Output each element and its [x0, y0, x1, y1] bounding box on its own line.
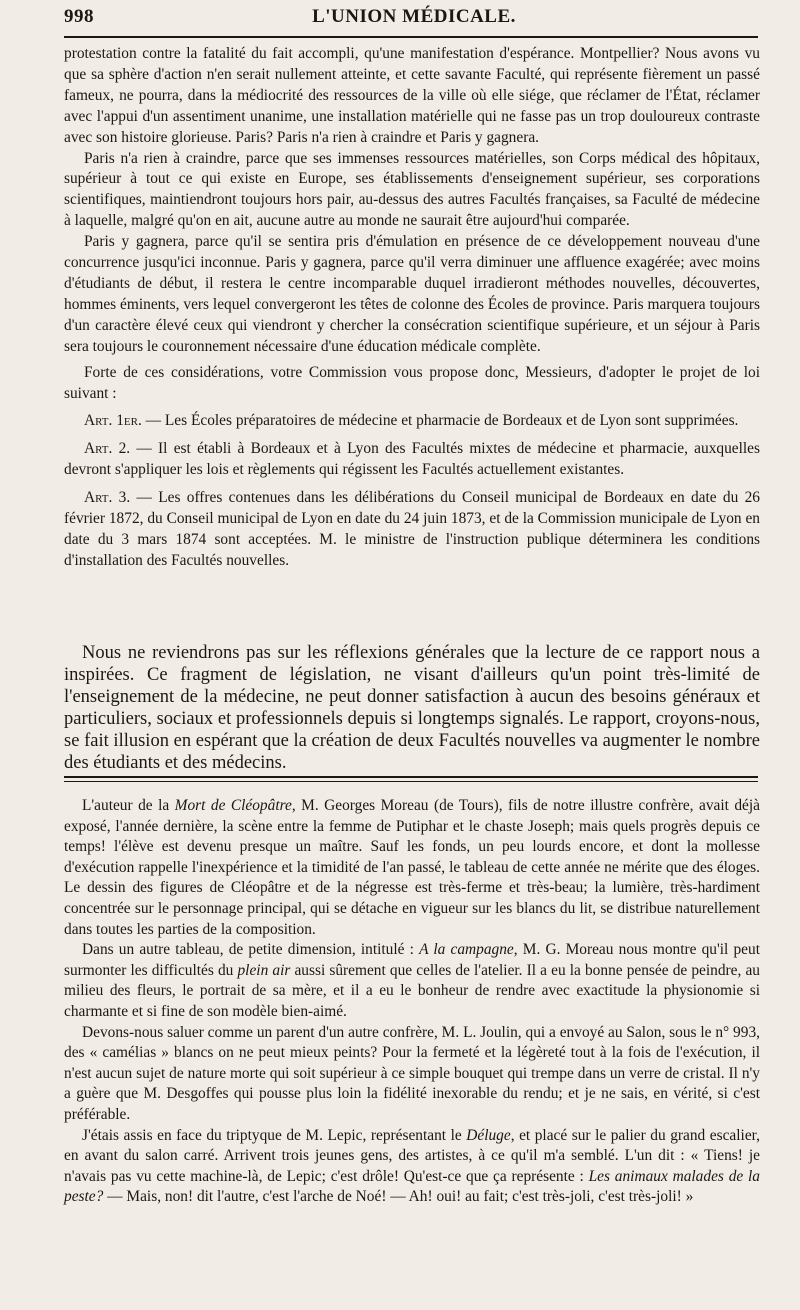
article-2: [64, 439, 760, 481]
artwork-title: A la campagne: [419, 941, 514, 959]
report-paragraph: protestation contre la fatalité du fait accompli, qu'une manifestation d'espérance. Montpellier? Nous avons vu que sa sphère d'action n'en serait nullement atteinte, et cette savante Faculté, qui représente fièrement un passé fameux, ne pourra, dans la médiocrité des ressources de la ville où elle siége, que réclamer de l'État, réclamer avec l'appui d'un assentiment unanime, une installation matérielle qui ne fasse pas un trop douloureux contraste avec son histoire glorieuse. Paris? Paris n'a rien à craindre et Paris y gagnera.: [64, 45, 760, 146]
report-paragraph: Paris n'a rien à craindre, parce que ses immenses ressources matérielles, son Corps médical des hôpitaux, supérieur à tout ce qui existe en Europe, ses établissements d'enseignement supérieur, ses corporations scientifiques, maintiendront toujours hors pair, au-dessus des autres Facultés françaises, sa Faculté de médecine à laquelle, malgré qu'on en ait, aucune autre au monde ne saurait être aujourd'hui comparée.: [64, 149, 760, 230]
article-text: — Il est établi à Bordeaux et à Lyon des Facultés mixtes de médecine et pharmacie, auxquelles devront s'appliquer les lois et règlements qui régissent les Facultés actuellement existantes.: [64, 440, 760, 479]
text-run: J'étais assis en face du triptyque de M. Lepic, représentant le: [82, 1126, 467, 1144]
text-run: L'auteur de la: [82, 797, 175, 814]
text-run: aussi sûrement que celles de l'atelier. Il a eu la bonne pensée de peindre, au milieu des fleurs, le portrait de sa mère, et il a eu le bonheur de rendre avec exactitude la physionomie si charmante et si fine de son modèle bien-aimé.: [64, 961, 760, 1020]
artwork-title: Mort de Cléopâtre: [174, 797, 292, 814]
report-section: [64, 44, 760, 572]
article-1: [64, 411, 760, 432]
text-run: — Mais, non! dit l'autre, c'est l'arche de Noé! — Ah! oui! au fait; c'est très-joli, c'est très-joli! »: [103, 1188, 694, 1206]
commentary-paragraph: Nous ne reviendrons pas sur les réflexions générales que la lecture de ce rapport nous a inspirées. Ce fragment de législation, ne visant d'ailleurs qu'un point très-limité de l'enseignement de la médecine, ne peut donner satisfaction à aucun des besoins généraux et particuliers, sociaux et professionnels depuis si longtemps signalés. Le rapport, croyons-nous, se fait illusion en espérant que la création de deux Facultés nouvelles va augmenter le nombre des étudiants et des médecins.: [64, 643, 760, 773]
article-text: — Les Écoles préparatoires de médecine et pharmacie de Bordeaux et de Lyon sont supprimées.: [141, 412, 739, 430]
report-paragraph: Forte de ces considérations, votre Commission vous propose donc, Messieurs, d'adopter le projet de loi suivant :: [64, 363, 760, 402]
quoted-title: Les animaux malades de la peste?: [64, 1167, 760, 1206]
article-label: Art. 1er.: [84, 412, 142, 430]
article-text: — Les offres contenues dans les délibérations du Conseil municipal de Bordeaux en date du 26 février 1872, du Conseil municipal de Lyon en date du 24 juin 1873, et de la Commission municipale de Lyon en date du 3 mars 1874 sont acceptées. M. le ministre de l'instruction publique déterminera les conditions d'installation des Facultés nouvelles.: [64, 489, 760, 569]
text-run: , M. Georges Moreau (de Tours), fils de notre illustre confrère, avait déjà exposé, l'année dernière, la scène entre la femme de Putiphar et le chaste Joseph; mais quels progrès depuis ce temps! l'élève est devenu presque un maître. Sauf les fonds, un peu lourds encore, et dont la mollesse d'exécution rappelle l'inexpérience et la timidité de l'an passé, le tableau de cette année ne mérite que des éloges. Le dessin des figures de Cléopâtre et de la négresse est très-ferme et très-beau; la lumière, très-hardiment concentrée sur le personnage principal, qui se détache en vigueur sur les blancs du lit, se distribue naturellement dans toutes les parties de la composition.: [64, 797, 760, 938]
section-rule-bottom: [64, 781, 758, 782]
article-label: Art. 2.: [84, 440, 131, 458]
artwork-title: Déluge: [466, 1126, 511, 1144]
running-title: L'UNION MÉDICALE.: [312, 6, 516, 27]
report-paragraph: Paris y gagnera, parce qu'il se sentira pris d'émulation en présence de ce développement nouveau d'une concurrence jusqu'ici inconnue. Paris y gagnera, parce qu'il verra diminuer une affluence exagérée; avec moins d'étudiants de début, il restera le centre incomparable duquel irradieront méthodes nouvelles, découvertes, hommes éminents, vers lequel convergeront les têtes de colonne des Écoles de province. Paris marquera toujours d'un caractère élevé ceux qui viendront y chercher la consécration scientifique supérieure, et un séjour à Paris sera toujours le couronnement nécessaire d'une éducation médicale complète.: [64, 233, 760, 355]
text-run: Dans un autre tableau, de petite dimension, intitulé :: [82, 941, 420, 959]
section-rule-top: [64, 776, 758, 778]
salon-section: [64, 796, 760, 1208]
article-label: Art. 3.: [84, 489, 131, 507]
commentary-section: [64, 642, 760, 774]
page-header: [64, 6, 764, 32]
page-number: 998: [64, 6, 94, 27]
article-3: [64, 488, 760, 572]
salon-paragraph: Devons-nous saluer comme un parent d'un autre confrère, M. L. Joulin, qui a envoyé au Salon, sous le n° 993, des « camélias » blancs on ne peut mieux peints? Pour la fermeté et la légèreté tout à la fois de l'exécution, il n'est aucun sujet de nature morte qui soit supérieur à ce simple bouquet qui trempe dans un verre de cristal. Il n'y a guère que M. Desgoffes qui pousse plus loin la fidélité inexorable du rendu; et je ne sais, en vérité, si c'est préférable.: [64, 1023, 760, 1123]
emphasis: plein air: [237, 961, 291, 979]
salon-paragraph: [64, 796, 760, 940]
text-run: , et placé sur le palier du grand escalier, en avant du salon carré. Arrivent trois jeunes gens, des artistes, à ce qu'il m'a semblé. L'un dit : « Tiens! je n'avais pas vu cette machine-là, de Lepic; c'est drôle! Qu'est-ce que ça représente :: [64, 1126, 761, 1185]
salon-paragraph: [64, 1126, 760, 1208]
salon-paragraph: [64, 940, 760, 1022]
header-rule: [64, 36, 758, 38]
text-run: , M. G. Moreau nous montre qu'il peut surmonter les difficultés du: [64, 941, 760, 979]
